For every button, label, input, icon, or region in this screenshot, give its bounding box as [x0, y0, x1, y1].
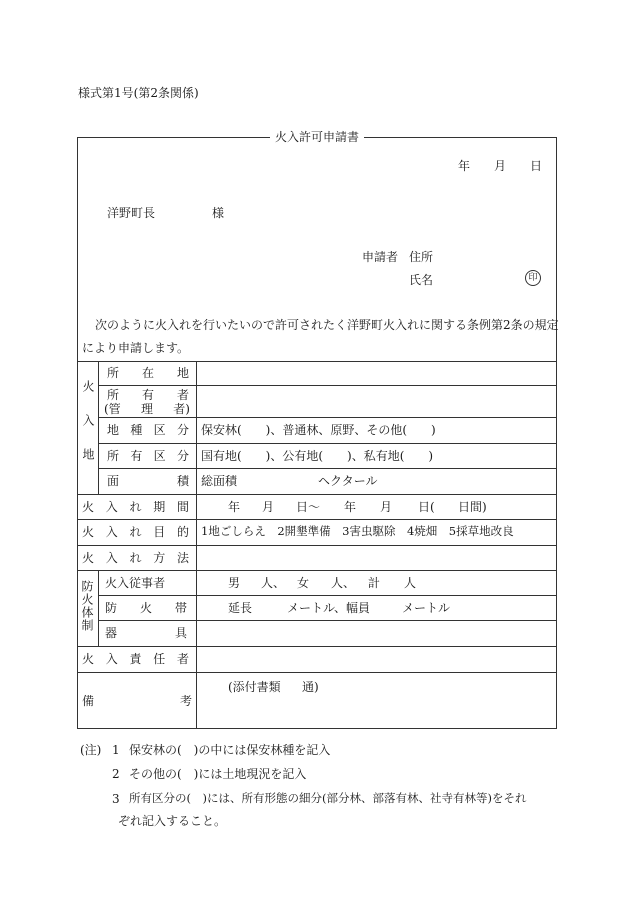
- period-from-year: 年: [228, 500, 241, 514]
- row-rule: [98, 595, 557, 596]
- row-rule: [98, 620, 557, 621]
- row-rule: [98, 417, 557, 418]
- seal-mark: 印: [525, 270, 541, 286]
- period-from-day: 日〜: [296, 500, 321, 514]
- date-year: 年: [458, 159, 471, 173]
- workers-label: 火 入 従 事 者: [105, 576, 166, 590]
- fire-site-group-label: 火入地: [81, 380, 95, 482]
- period-to-month: 月: [380, 500, 393, 514]
- note-1-text: 保安林の( )の中には保安林種を記入: [129, 743, 331, 757]
- firebreak-length: 延長: [228, 601, 253, 615]
- workers-people2: 人、: [331, 576, 356, 590]
- row-rule: [98, 443, 557, 444]
- workers-men: 男: [228, 576, 241, 590]
- area-unit: ヘクタール: [318, 474, 378, 488]
- attachment-unit: 通): [302, 680, 319, 694]
- method-label: 火 入 れ 方 法: [82, 551, 189, 565]
- row-rule: [77, 494, 557, 495]
- workers-women: 女: [297, 576, 310, 590]
- label-column-rule: [196, 361, 197, 729]
- firebreak-unit: メートル: [402, 601, 451, 615]
- period-to-year: 年: [344, 500, 357, 514]
- row-rule: [77, 545, 557, 546]
- note-3-text: 所有区分の( )には、所有形態の細分(部分林、部落有林、社寺有林等)をそれ: [129, 791, 527, 805]
- applicant-address-label: 住所: [409, 250, 434, 264]
- row-rule: [77, 672, 557, 673]
- land-category-value[interactable]: 保安林( )、普通林、原野、その他( ): [201, 423, 436, 437]
- period-to-day: 日(: [418, 500, 435, 514]
- row-rule: [77, 570, 557, 571]
- row-rule: [98, 385, 557, 386]
- purpose-value[interactable]: 1地ごしらえ 2開墾準備 3害虫駆除 4焼畑 5採草地改良: [201, 524, 514, 538]
- intro-text-line1: 次のように火入れを行いたいので許可されたく洋野町火入れに関する条例第2条の規定: [95, 318, 559, 332]
- workers-people1: 人、: [261, 576, 286, 590]
- date-day: 日: [530, 159, 543, 173]
- equipment-label: 器 具: [105, 626, 187, 640]
- applicant-name-label: 氏名: [409, 273, 434, 287]
- form-title: 火入許可申請書: [270, 129, 364, 145]
- area-value-label: 総面積: [201, 474, 238, 488]
- intro-text-line2: により申請します。: [82, 341, 190, 355]
- period-from-month: 月: [262, 500, 275, 514]
- date-month: 月: [494, 159, 507, 173]
- ownership-category-label: 所 有 区 分: [107, 449, 189, 463]
- group-column-rule: [98, 361, 99, 494]
- owner-label: 所 有 者: [107, 388, 189, 402]
- applicant-label: 申請者: [362, 250, 399, 264]
- owner-sublabel: (管 理 者): [104, 402, 190, 416]
- row-rule: [77, 519, 557, 520]
- note-3-continuation: ぞれ記入すること。: [118, 814, 227, 828]
- note-1-number: 1: [112, 743, 120, 757]
- row-rule: [77, 646, 557, 647]
- period-days: 日間): [458, 500, 487, 514]
- addressee-name: 洋野町長: [107, 206, 156, 220]
- group-column-rule: [98, 570, 99, 646]
- land-category-label: 地 種 区 分: [107, 423, 189, 437]
- table-top-rule: [77, 361, 557, 362]
- addressee-honorific: 様: [212, 206, 225, 220]
- fire-prevention-group-label: 防火体制: [80, 580, 94, 632]
- form-number: 様式第1号(第2条関係): [78, 86, 199, 100]
- supervisor-label: 火 入 責 任 者: [82, 652, 189, 666]
- attachment-label: (添付書類: [228, 680, 281, 694]
- purpose-label: 火 入 れ 目 的: [82, 525, 189, 539]
- workers-people3: 人: [404, 576, 417, 590]
- row-rule: [98, 468, 557, 469]
- location-label: 所 在 地: [107, 366, 189, 380]
- workers-total: 計: [368, 576, 381, 590]
- firebreak-label: 防 火 帯: [105, 601, 187, 615]
- note-3-number: 3: [112, 792, 120, 806]
- period-label: 火 入 れ 期 間: [82, 500, 189, 514]
- remarks-label-left: 備: [82, 694, 95, 708]
- notes-marker: (注): [80, 743, 102, 757]
- note-2-text: その他の( )には土地現況を記入: [129, 767, 307, 781]
- firebreak-width-label: メートル、幅員: [287, 601, 371, 615]
- ownership-category-value[interactable]: 国有地( )、公有地( )、私有地( ): [201, 449, 434, 463]
- area-label: 面 積: [107, 474, 189, 488]
- note-2-number: 2: [112, 767, 120, 781]
- remarks-label-right: 考: [180, 694, 193, 708]
